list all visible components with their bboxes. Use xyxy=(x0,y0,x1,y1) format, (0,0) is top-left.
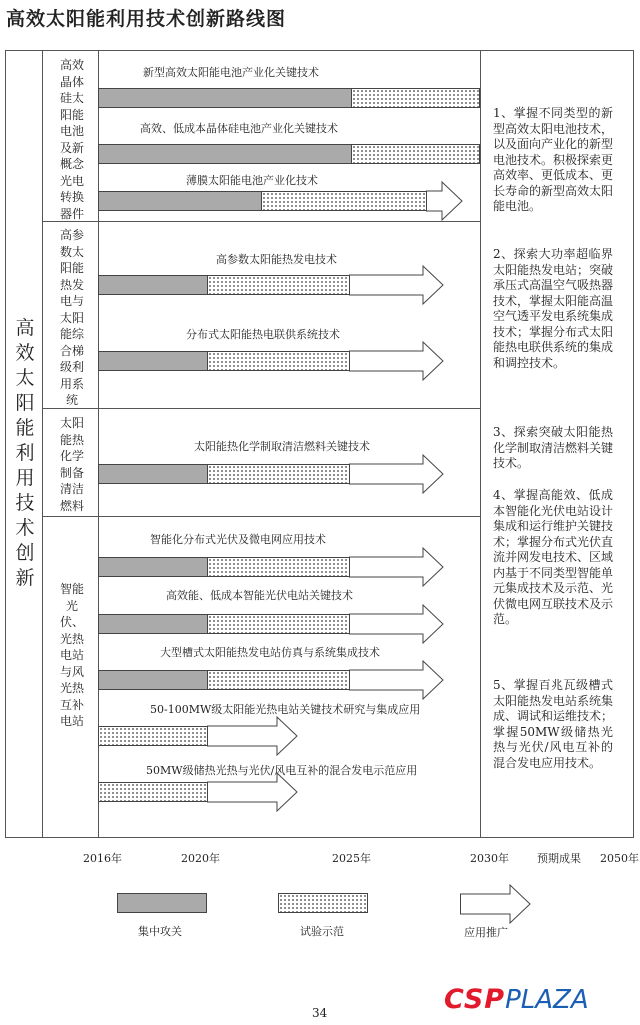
legend-swatch-promotion xyxy=(460,884,532,924)
tech-label: 太阳能热化学制取清洁燃料关键技术 xyxy=(194,440,370,453)
phase-bar-concentrated xyxy=(98,351,208,371)
phase-bar-concentrated xyxy=(98,557,208,577)
grid-line xyxy=(42,221,481,222)
phase-bar-concentrated xyxy=(98,464,208,484)
legend-label-demo: 试验示范 xyxy=(300,925,344,938)
grid-line xyxy=(42,516,481,517)
tech-label: 大型槽式太阳能热发电站仿真与系统集成技术 xyxy=(160,646,380,659)
tech-label: 50-100MW级太阳能光热电站关键技术研究与集成应用 xyxy=(150,703,421,716)
goal-text: 3、探索突破太阳能热化学制取清洁燃料关键技术。 xyxy=(493,425,614,470)
tech-label: 分布式太阳能热电联供系统技术 xyxy=(186,328,340,341)
category-label-smart-plants: 智能光伏、光热电站与风光热互补电站 xyxy=(59,582,84,728)
tech-label: 高参数太阳能热发电技术 xyxy=(216,253,337,266)
phase-bar-concentrated xyxy=(98,275,208,295)
phase-bar-demo xyxy=(207,464,350,484)
phase-bar-demo xyxy=(207,557,350,577)
tech-label: 高效能、低成本智能光伏电站关键技术 xyxy=(166,589,353,602)
tech-label: 薄膜太阳能电池产业化技术 xyxy=(186,174,318,187)
goal-text: 1、掌握不同类型的新型高效太阳电池技术，以及面向产业化的新型电池技术。积极探索更高效率、更低成本、更长寿命的新型高效太阳能电池。 xyxy=(493,106,614,213)
grid-line xyxy=(42,408,481,409)
legend-label-promotion: 应用推广 xyxy=(464,926,508,939)
phase-bar-demo xyxy=(207,614,350,634)
page-number: 34 xyxy=(312,1006,328,1020)
category-label-thermal-power: 高参数太阳能热发电与太阳能综合梯级利用系统 xyxy=(59,228,84,407)
phase-bar-demo xyxy=(207,670,350,690)
phase-arrow-promotion xyxy=(426,181,464,221)
phase-arrow-promotion xyxy=(349,604,445,644)
timeline-year: 2016年 xyxy=(83,852,122,865)
phase-bar-concentrated xyxy=(98,88,352,108)
phase-arrow-promotion xyxy=(349,660,445,700)
phase-bar-demo xyxy=(98,782,208,802)
phase-bar-demo xyxy=(207,351,350,371)
grid-line xyxy=(98,51,99,837)
legend-label-concentrated: 集中攻关 xyxy=(138,925,182,938)
grid-line xyxy=(480,51,481,837)
timeline-expected-label: 预期成果 xyxy=(537,852,581,865)
phase-arrow-promotion xyxy=(349,341,445,381)
timeline-year: 2025年 xyxy=(332,852,371,865)
phase-arrow-promotion xyxy=(349,547,445,587)
main-category-label: 高效太阳能利用技术创新 xyxy=(15,317,35,589)
category-label-thermochemical: 太阳能热化学制备清洁燃料 xyxy=(59,416,84,513)
page-title: 高效太阳能利用技术创新路线图 xyxy=(6,8,287,30)
tech-label: 智能化分布式光伏及微电网应用技术 xyxy=(150,533,326,546)
phase-bar-concentrated xyxy=(98,670,208,690)
category-label-pv-cells: 高效晶体硅太阳能电池及新概念光电转换器件 xyxy=(59,58,84,221)
phase-arrow-promotion xyxy=(349,454,445,494)
phase-bar-demo xyxy=(351,88,480,108)
phase-arrow-promotion xyxy=(207,716,299,756)
phase-bar-concentrated xyxy=(98,144,352,164)
goal-text: 4、掌握高能效、低成本智能化光伏电站设计集成和运行维护关键技术；掌握分布式光伏直流并网发电技术、区域内基于不同类型智能单元集成技术及示范、光伏微电网互联技术及示范。 xyxy=(493,488,614,626)
grid-line xyxy=(42,51,43,837)
phase-bar-demo xyxy=(207,275,350,295)
phase-arrow-promotion xyxy=(349,265,445,305)
goal-text: 2、探索大功率超临界太阳能热发电站；突破承压式高温空气吸热器技术，掌握太阳能高温空气透平发电系统集成技术；掌握分布式太阳能热电联供系统的集成和调控技术。 xyxy=(493,247,614,370)
timeline-year: 2050年 xyxy=(600,852,639,865)
goal-text: 5、掌握百兆瓦级槽式太阳能热发电站系统集成、调试和运维技术；掌握50MW级储热光热与光伏/风电互补的混合发电应用技术。 xyxy=(493,678,614,770)
phase-arrow-promotion xyxy=(207,772,299,812)
phase-bar-concentrated xyxy=(98,614,208,634)
tech-label: 高效、低成本晶体硅电池产业化关键技术 xyxy=(140,122,338,135)
phase-bar-demo xyxy=(351,144,480,164)
phase-bar-concentrated xyxy=(98,191,262,211)
phase-bar-demo xyxy=(261,191,427,211)
timeline-year: 2030年 xyxy=(470,852,509,865)
phase-bar-demo xyxy=(98,726,208,746)
tech-label: 新型高效太阳能电池产业化关键技术 xyxy=(143,66,319,79)
csp-plaza-logo: CSPPLAZA xyxy=(444,984,589,1015)
timeline-year: 2020年 xyxy=(181,852,220,865)
legend-swatch-demo xyxy=(278,893,368,913)
tech-label: 50MW级储热光热与光伏/风电互补的混合发电示范应用 xyxy=(146,764,418,777)
legend-swatch-concentrated xyxy=(117,893,207,913)
